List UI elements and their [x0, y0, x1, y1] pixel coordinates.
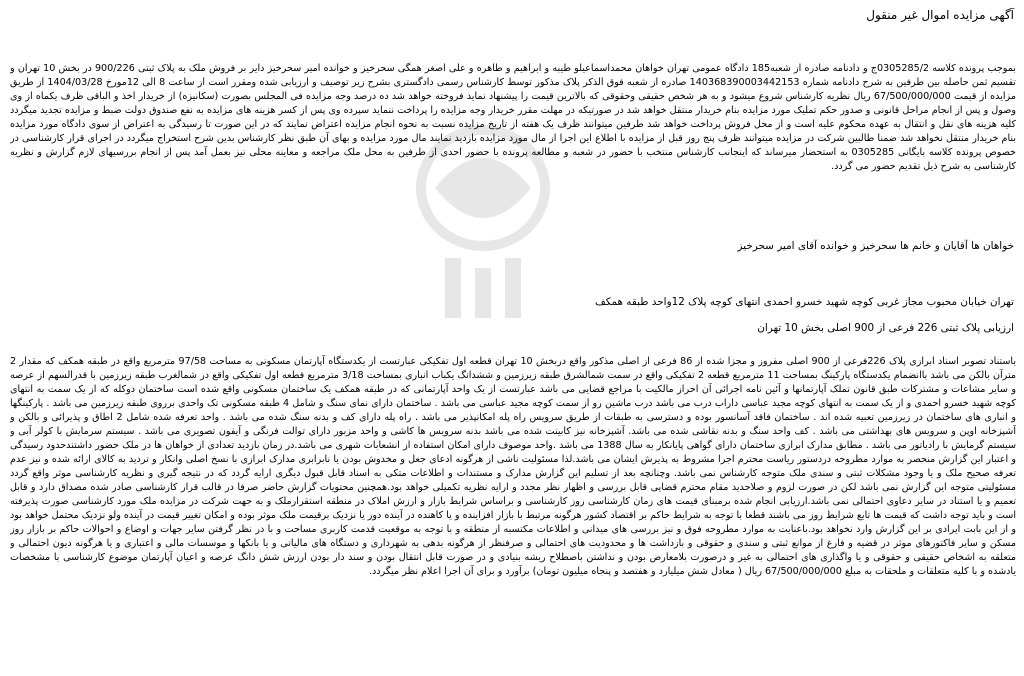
- notice-title: آگهی مزایده اموال غیر منقول: [866, 8, 1014, 22]
- valuation-paragraph: باستناد تصویر اسناد ابرازی پلاک 226فرعی از 900 اصلی مفروز و مجزا شده از 86 فرعی از اصلی مذکور واقع دربخش 10 تهران قطعه اول تفکیکی عبارتست از یکدستگاه آپارتمان مسکونی به مساحت 97/58 مترمربع واقع در طبقه همکف که مقدار 2 مترآن بالکن می باشد باانضمام یکدستگاه پارکینگ بمساحت 11 مترمربع قطعه 2 تفکیکی واقع در سمت شمالشرق طبقه زیرزمین و ششدانگ یکباب انباری بمساحت 3/18 مترمربع قطعه اول تفکیکی واقع در شمالغرب طبقه زیرزمین با قدرالسهم از عرصه و سایر مشاعات و مشترکات طبق قانون تملک آپارتمانها و آئین نامه اجرائی آن احراز مالکیت با مراجع قضایی می باشد عبارتست از یک واحد آپارتمانی که در طبقه همکف یک ساختمان مسکونی واقع شده است ساختمان دوکله که از یک سمت به انتهای کوچه شهید خسرو احمدی و از یک سمت به انتهای کوچه مجید عباسی داراب درب می باشد درب ماشین رو از سمت کوچه مجید عباسی می باشد . ساختمان دارای نمای سنگ و شامل 4 طبقه مسکونی تک واحدی برروی طبقه زیرزمین می باشد . پارکینگها و انباری های ساختمان در زیرزمین تعبیه شده اند . ساختمان فاقد آسانسور بوده و دسترسی به طبقات از طریق سرویس راه پله امکانپذیر می باشد . راه پله دارای کف و بدنه سنگ شده می باشد . واحد تعرفه شده شامل 2 اطاق و پذیرائی و بالکن و آشپزخانه اوپن و سرویس های بهداشتی می باشد . کف واحد سنگ و بدنه نقاشی شده می باشد. آشپزخانه نیز کابینت شده می باشد بدنه سرویس ها کاشی و واحد مزبور دارای توالت فرنگی و آیفون تصویری می باشد . سیستم سرمایش با کولر آبی و سیستم گرمایش با رادیاتور می باشد . مطابق مدارک ابرازی ساختمان دارای گواهی پایانکار به سال 1388 می باشد .واحد موصوف دارای امکان استفاده از انشعابات شهری می باشد.در زمان بازدید تعدادی از خواهان ها در ملک حضور داشتندحدود رسیدگی و اعتبار این گزارش منحصر به موارد مطروحه دردستور ریاست محترم اجرا مشروط به پذیرش ایشان می باشد.لذا مسئولیت ناشی از هرگونه ادعای جعل و مخدوش بودن یا نابرابری مدارک ابرازی با نسخ اصلی وانکار و تردید به کالای ارائه شده و نیز عدم تعرفه صحیح ملک و یا وجود مشکلات ثبتی و سندی ملک متوجه کارشناس نمی باشد. وچنانچه بعد از تسلیم این گزارش مدارک و مستندات و اطلاعات متکی به اسناد قابل قبول دیگری ارایه گردد که در نتیجه گیری و نظریه کارشناسی موثر واقع گردد مسئولیتی متوجه این گزارش نمی باشد لکن در صورت لزوم و صلاحدید مقام محترم قضایی قابل بررسی و اظهار نظر مجدد و ارایه نظریه تکمیلی خواهد بود.همچنین محتویات گزارش حاضر صرفا در قالب قرار کارشناسی صادر شده مصداق دارد و قابل تعمیم و یا استناد در سایر دعاوی احتمالی نمی باشد.ارزیابی انجام شده برمبنای قیمت های زمان کارشناسی روز کارشناسی و براساس شرایط بازار و ارزش املاک در منطقه استقرارملک و به جهت شرکت در مزایده ملک مورد کارشناسی صورت پذیرفته است و باید توجه داشت که قیمت ها تابع شرایط روز می باشند قطعا با توجه به شرایط حاکم بر اقتصاد کشور هرگونه مرتبط با بازار افزاینده و یا کاهنده در آینده دور یا نزدیک برقیمت ملک موثر بوده و امکان تغییر قیمت در آینده ولو نزدیک محتمل خواهد بود و از این بابت ایرادی بر این گزارش وارد نخواهد بود.باعنایت به موارد مطروحه فوق و نیز بررسی های میدانی و اطلاعات مکتسبه از منطقه و با توجه به موقعیت قدمت کاربری مساحت و با در نظر گرفتن سایر جهات و اوضاع و احوالات حاکم بر بازار روز مسکن و سایر فاکتورهای موثر در قضیه و فارغ از موانع ثبتی و سندی و حقوقی و بازداشت ها و محدودیت های احتمالی و صرفنظر از هرگونه بدهی به شهرداری و دستگاه های مالیاتی و یا بانکها و موسسات مالی و اعتباری و یا هرگونه دیون احتمالی و متعلقه به اشخاص حقیقی و حقوقی و یا واگذاری های احتمالی به غیر و درصورت بلامعارض بودن و نداشتن باصطلاح ریشه بنیادی و در صورت قابل انتقال بودن و سند دار بودن ارزش شش دانگ عرصه و اعیان آپارتمان موضوع کارشناسی با مشخصات یادشده و با کلیه متعلقات و ملحقات به مبلغ 67/500/000/000 ریال ( معادل شش میلیارد و هفتصد و پنجاه میلیون تومان) برآورد و برای آن اجرا اعلام نظر میگردد.: [10, 356, 1016, 577]
- plate-line: ارزیابی پلاک ثبتی 226 فرعی از 900 اصلی بخش 10 تهران: [757, 322, 1014, 334]
- address-line: تهران خیابان محبوب مجاز غربی کوچه شهید خسرو احمدی انتهای کوچه پلاک 12واحد طبقه همکف: [594, 296, 1014, 308]
- notice-intro-paragraph: بموجب پرونده کلاسه 0305285/2ج و دادنامه صادره از شعبه185 دادگاه عمومی تهران خواهان محمداسماعیلو طیبه و ابراهیم و طاهره و علی اصغر همگی سحرخیز و خوانده امیر سحرخیز دایر بر فروش ملک به پلاک ثبتی 900/226 در بخش 10 تهران و تقسیم ثمن حاصله بین طرفین به شرح دادنامه شماره 140368390003442153 صادره از شعبه فوق الذکر پلاک مذکور توسط کارشناس رسمی دادگستری بشرح زیر توصیف و ارزیابی شده ومقرر است از ساعت 8 الی 12مورخ 1404/03/28 از طریق مزایده از قیمت 67/500/000/000 ریال نظریه کارشناس شروع میشود و به هر شخص حقیقی وحقوقی که بالاترین قیمت را پیشنهاد نماید فروخته خواهد شد ده درصد وجه مزایده فی المجلس بصورت (سکانیزه) از خریدار اخذ و الباقی ظرف یکماه از وی وصول و پس از انجام مراحل قانونی و صدور حکم تملیک مورد مزایده بنام خریدار منتقل خواهد شد در صورتیکه در مهلت مقرر خریدار وجه مزایده را پرداخت ننماید سپرده وی پس از کسر هزینه های مزایده به نفع صندوق دولت ضبط و مزایده تجدید میگردد کلیه هزینه های نقل و انتقال به عهده محکوم علیه است و از محل فروش پرداخت خواهد شد طرفین میتوانند ظرف یک هفته از تاریخ مزایده نسبت به نحوه انجام مزایده اعتراض نمایند که در این صورت تا رسیدگی به اعتراض از سوی دادگاه مورد مزایده بنام خریدار منتقل نخواهد شد ضمنا طالبین شرکت در مزایده میتوانند ظرف پنج روز قبل از مزایده با اطلاع این اجرا از مال مورد مزایده بازدید نمایند مال مورد مزایده و بهای آن طبق نظر کارشناس بدین شرح استخراج میگردد در اجرای قرار کارشناسی در خصوص پرونده کلاسه بایگانی 0305285 به استحضار میرساند که اینجانب کارشناس منتخب با حضور در شعبه و مطالعه پرونده با حضور احدی از طرفین به محل ملک مراجعه و معاینه محلی نیز بعمل آمد پس از انجام بررسیهای لازم گزارش و نظریه کارشناسی به شرح ذیل تقدیم حضور می گردد.: [10, 63, 1016, 172]
- parties-line: خواهان ها آقایان و خانم ها سحرخیز و خوانده آقای امیر سحرخیز: [737, 240, 1014, 252]
